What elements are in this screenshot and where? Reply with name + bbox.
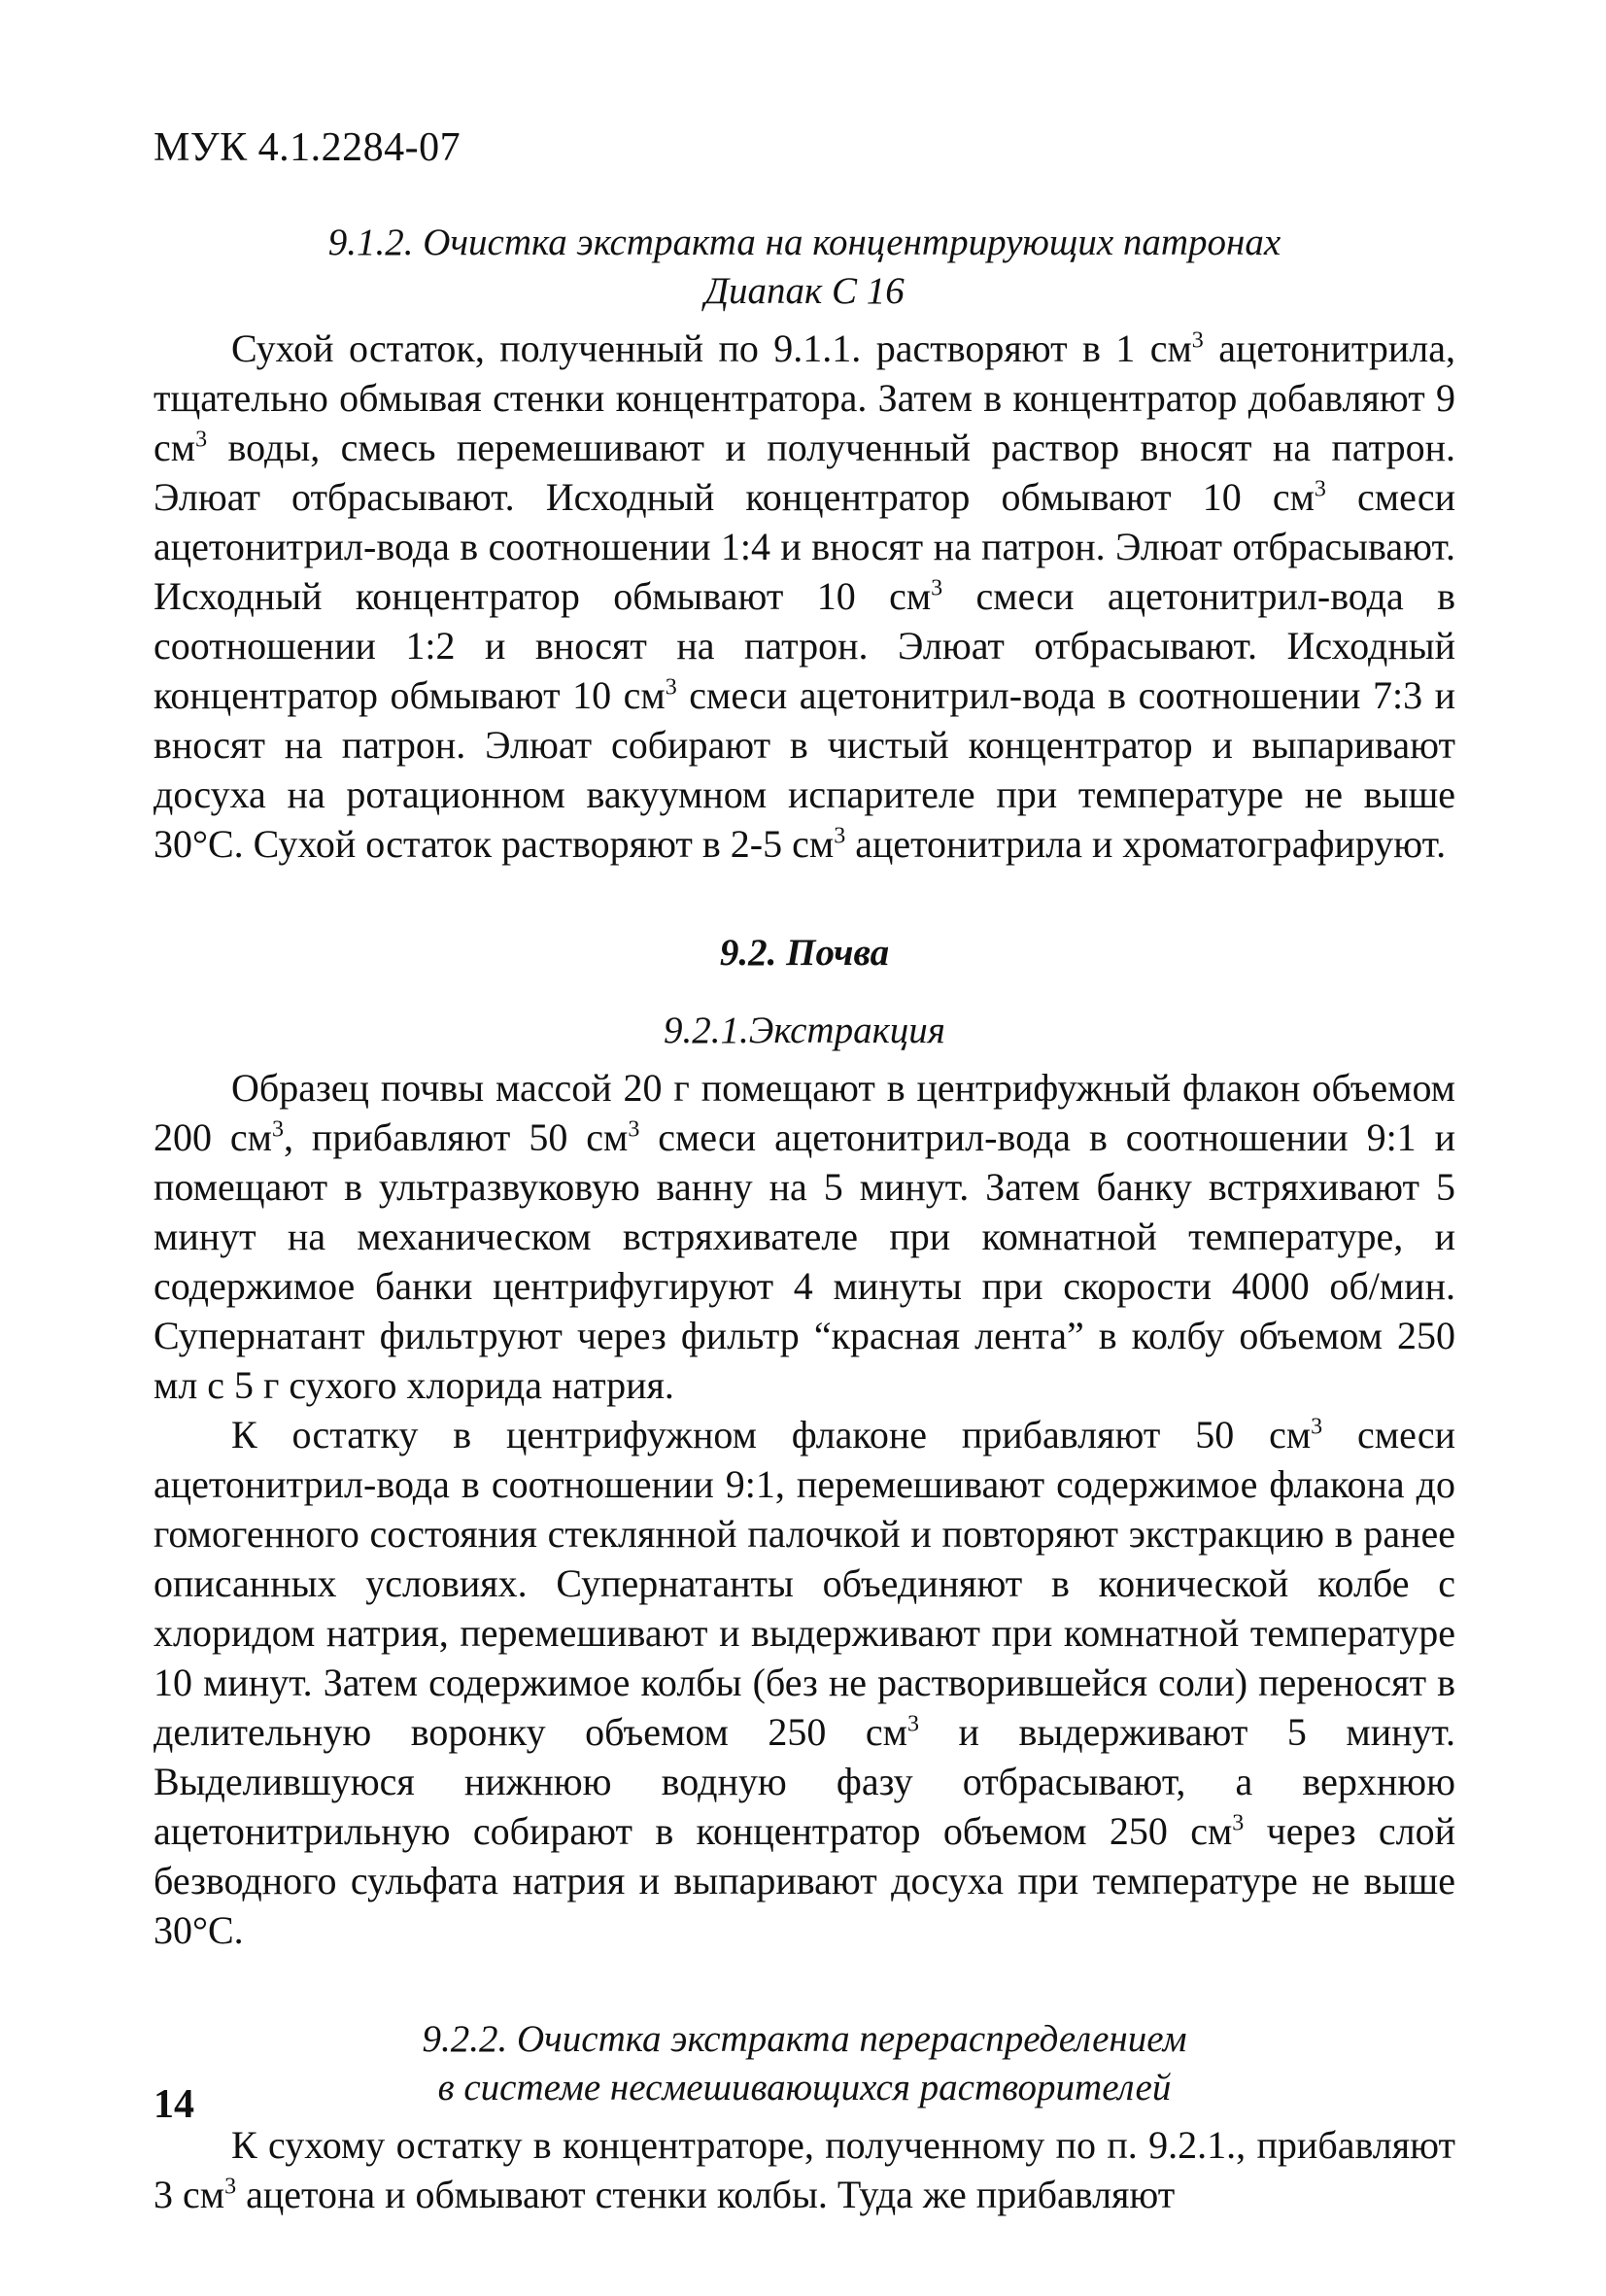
superscript-cube: 3 bbox=[834, 823, 846, 849]
superscript-cube: 3 bbox=[931, 575, 943, 601]
page-number: 14 bbox=[154, 2082, 194, 2127]
section-9-2-1-paragraph-1: Образец почвы массой 20 г помещают в центрифужный флакон объемом 200 $см^3$, прибавляют 50 $см^3$ смеси ацетонитрил-вода в соотношении 9:1 и помещают в ультразвуковую ванну на 5 минут. Затем банку встряхивают 5 минут на механическом встряхивателе при комнатной температуре, и содержимое банки центрифугируют 4 минуты при скорости 4000 об/мин. Супернатант фильтруют через фильтр “красная лента” в колбу объемом 250 мл с 5 г сухого хлорида натрия. bbox=[154, 1066, 1456, 1407]
section-9-2-2-subtitle: в системе несмешивающихся растворителей bbox=[437, 2067, 1172, 2108]
superscript-cube: 3 bbox=[1191, 327, 1204, 354]
superscript-cube: 3 bbox=[195, 427, 208, 453]
superscript-cube: 3 bbox=[272, 1116, 284, 1143]
section-9-1-2-title: 9.1.2. Очистка экстракта на концентрирующих патронах bbox=[327, 222, 1281, 263]
section-9-2-2-title: 9.2.2. Очистка экстракта перераспределением bbox=[422, 2018, 1187, 2060]
superscript-cube: 3 bbox=[1232, 1810, 1245, 1836]
superscript-cube: 3 bbox=[628, 1116, 640, 1143]
section-9-2-2-paragraph: К сухому остатку в концентраторе, полученному по п. 9.2.1., прибавляют 3 $см^3$ ацетона и обмывают стенки колбы. Туда же прибавляют bbox=[154, 2123, 1455, 2216]
section-9-2-1-title: 9.2.1.Экстракция bbox=[664, 1010, 945, 1051]
document-code-header: МУК 4.1.2284-07 bbox=[154, 125, 461, 170]
section-9-1-2-subtitle: Диапак С 16 bbox=[704, 270, 905, 312]
section-9-2-1-paragraph-2: К остатку в центрифужном флаконе прибавляют 50 $см^3$ смеси ацетонитрил-вода в соотношении 9:1, перемешивают содержимое флакона до гомогенного состояния стеклянной палочкой и повторяют экстракцию в ранее описанных условиях. Супернатанты объединяют в конической колбе с хлоридом натрия, перемешивают и выдерживают при комнатной температуре 10 минут. Затем содержимое колбы (без не растворившейся соли) переносят в делительную воронку объемом 250 $см^3$ и выдерживают 5 минут. Выделившуюся нижнюю водную фазу отбрасывают, а верхнюю ацетонитрильную собирают в концентратор объемом 250 $см^3$ через слой безводного сульфата натрия и выпаривают досуха при температуре не выше 30°С. bbox=[154, 1413, 1455, 1952]
page-content bbox=[154, 219, 1455, 2219]
superscript-cube: 3 bbox=[224, 2174, 237, 2200]
superscript-cube: 3 bbox=[906, 1711, 919, 1737]
section-9-1-2-paragraph: Сухой остаток, полученный по 9.1.1. растворяют в 1 $см^3$ ацетонитрила, тщательно обмывая стенки концентратора. Затем в концентратор добавляют 9 $см^3$ воды, смесь перемешивают и полученный раствор вносят на патрон. Элюат отбрасывают. Исходный концентратор обмывают 10 $см^3$ смеси ацетонитрил-вода в соотношении 1:4 и вносят на патрон. Элюат отбрасывают. Исходный концентратор обмывают 10 $см^3$ смеси ацетонитрил-вода в соотношении 1:2 и вносят на патрон. Элюат отбрасывают. Исходный концентратор обмывают 10 $см^3$ смеси ацетонитрил-вода в соотношении 7:3 и вносят на патрон. Элюат собирают в чистый концентратор и выпаривают досуха на ротационном вакуумном испарителе при температуре не выше 30°С. Сухой остаток растворяют в 2-5 $см^3$ ацетонитрила и хроматографируют. bbox=[154, 326, 1456, 866]
superscript-cube: 3 bbox=[1314, 476, 1326, 502]
superscript-cube: 3 bbox=[665, 674, 677, 701]
superscript-cube: 3 bbox=[1311, 1414, 1323, 1440]
section-9-2-title: 9.2. Почва bbox=[719, 932, 890, 974]
